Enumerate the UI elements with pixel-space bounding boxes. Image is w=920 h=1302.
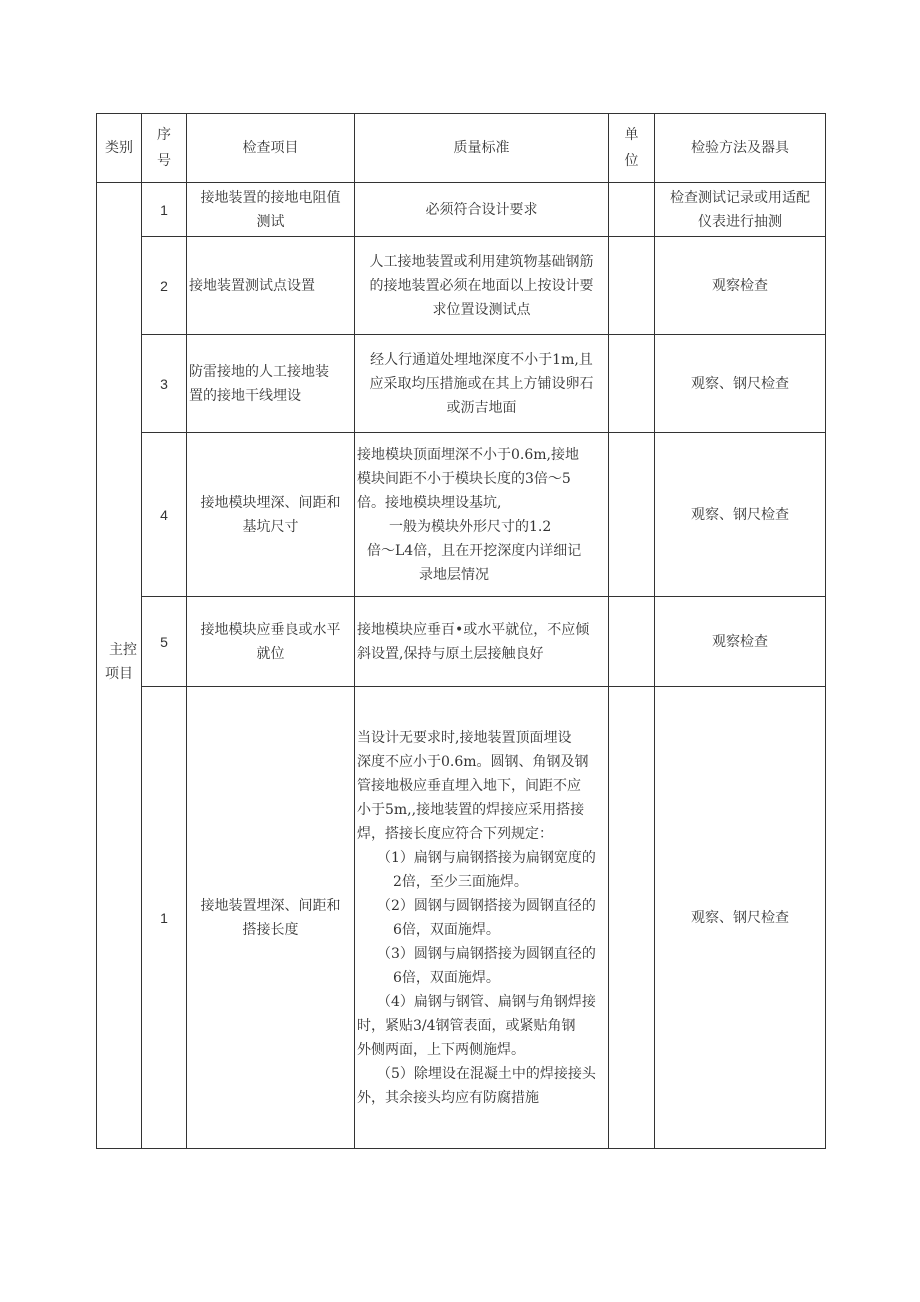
unit-cell <box>609 687 655 1149</box>
item-cell <box>187 433 355 597</box>
unit-cell <box>609 237 655 335</box>
item-line: 接地模块埋深、间距和 <box>200 494 341 511</box>
standard-line: 录地层情况 <box>419 566 489 583</box>
standard-line: 一般为模块外形尺寸的1.2 <box>389 518 552 535</box>
header-row <box>97 114 826 183</box>
method-line: 观察检查 <box>712 277 768 294</box>
standard-line: 经人行通道处埋地深度不小于1m,且 <box>370 351 593 368</box>
header-item: 检查项目 <box>187 114 355 183</box>
item-line: 防雷接地的人工接地装 <box>189 363 329 380</box>
standard-line: （5）除埋设在混凝土中的焊接接头 <box>377 1065 596 1082</box>
standard-line: 接地模块顶面埋深不小于0.6m,接地 <box>357 446 579 463</box>
method-line: 观察、钢尺检查 <box>691 506 789 523</box>
standard-line: 必须符合设计要求 <box>425 201 538 218</box>
table-row <box>97 687 826 1149</box>
unit-cell <box>609 183 655 237</box>
seq-cell: 4 <box>142 433 187 597</box>
unit-cell <box>609 335 655 433</box>
method-line: 检查测试记录或用适配 <box>670 189 810 206</box>
standard-cell <box>355 597 609 687</box>
header-unit <box>609 114 655 183</box>
standard-line: 焊，搭接长度应符合下列规定： <box>357 825 553 842</box>
standard-line: 应采取均压措施或在其上方铺设卵石 <box>369 375 594 392</box>
unit-cell <box>609 433 655 597</box>
standard-cell <box>355 183 609 237</box>
header-method: 检验方法及器具 <box>655 114 826 183</box>
standard-line: 求位置设测试点 <box>432 301 531 318</box>
seq-cell: 1 <box>142 183 187 237</box>
standard-line: 2倍，至少三面施焊。 <box>393 873 528 890</box>
standard-line: 小于5m,,接地装置的焊接应采用搭接 <box>357 801 585 818</box>
header-seq-line1: 序 <box>157 127 171 143</box>
item-line: 置的接地干线埋设 <box>189 387 301 404</box>
method-line: 仪表进行抽测 <box>698 213 782 230</box>
item-line: 接地模块应垂良或水平 <box>200 621 341 638</box>
standard-line: 倍。接地模块埋设基坑, <box>357 494 502 511</box>
header-seq <box>142 114 187 183</box>
table-row <box>97 433 826 597</box>
standard-line: 人工接地装置或利用建筑物基础钢筋 <box>369 253 594 270</box>
standard-line: 时，紧贴3/4钢管表面，或紧贴角钢 <box>357 1017 576 1034</box>
standard-line: 深度不应小于0.6m。圆钢、角钢及钢 <box>357 753 589 770</box>
standard-line: 管接地极应垂直埋入地下，间距不应 <box>357 777 581 794</box>
method-cell <box>655 433 826 597</box>
header-standard: 质量标准 <box>355 114 609 183</box>
table-row <box>97 183 826 237</box>
method-cell <box>655 183 826 237</box>
seq-cell: 3 <box>142 335 187 433</box>
method-cell <box>655 597 826 687</box>
item-line: 测试 <box>256 213 285 230</box>
method-line: 观察、钢尺检查 <box>691 375 789 392</box>
table-row <box>97 237 826 335</box>
standard-line: 的接地装置必须在地面以上按设计要 <box>369 277 594 294</box>
item-line: 基坑尺寸 <box>242 518 299 535</box>
item-line: 接地装置测试点设置 <box>189 277 315 294</box>
standard-line: 或沥吉地面 <box>446 399 517 416</box>
standard-line: 外侧两面，上下两侧施焊。 <box>357 1041 525 1058</box>
standard-line: 6倍，双面施焊。 <box>393 969 500 986</box>
method-cell <box>655 335 826 433</box>
standard-line: 外，其余接头均应有防腐措施 <box>357 1089 539 1106</box>
standard-line: （2）圆钢与圆钢搭接为圆钢直径的 <box>377 897 596 914</box>
item-cell <box>187 183 355 237</box>
standard-cell <box>355 433 609 597</box>
item-cell <box>187 597 355 687</box>
item-line: 接地装置埋深、间距和 <box>200 897 341 914</box>
standard-line: 6倍，双面施焊。 <box>393 921 500 938</box>
inspection-table <box>96 113 826 1149</box>
table-row <box>97 335 826 433</box>
item-cell <box>187 687 355 1149</box>
method-line: 观察、钢尺检查 <box>691 909 789 926</box>
item-cell <box>187 335 355 433</box>
seq-cell: 1 <box>142 687 187 1149</box>
header-seq-line2: 号 <box>157 153 171 169</box>
category-label-line2: 项目 <box>105 666 133 682</box>
method-line: 观察检查 <box>712 633 768 650</box>
unit-cell <box>609 597 655 687</box>
standard-line: （1）扁钢与扁钢搭接为扁钢宽度的 <box>377 849 596 866</box>
standard-line: 倍～L4倍，且在开挖深度内详细记 <box>367 542 582 559</box>
item-line: 就位 <box>256 645 285 662</box>
header-category: 类别 <box>97 114 142 183</box>
standard-line: 模块间距不小于模块长度的3倍～5 <box>357 470 571 487</box>
item-cell <box>187 237 355 335</box>
item-line: 接地装置的接地电阻值 <box>200 189 341 206</box>
standard-cell <box>355 237 609 335</box>
method-cell <box>655 237 826 335</box>
category-cell <box>97 183 142 1149</box>
standard-line: （4）扁钢与钢管、扁钢与角钢焊接 <box>377 993 596 1010</box>
standard-line: （3）圆钢与扁钢搭接为圆钢直径的 <box>377 945 596 962</box>
table-row <box>97 597 826 687</box>
standard-line: 接地模块应垂百•或水平就位，不应倾 <box>357 621 590 638</box>
seq-cell: 5 <box>142 597 187 687</box>
standard-cell <box>355 687 609 1149</box>
seq-cell: 2 <box>142 237 187 335</box>
item-line: 搭接长度 <box>242 921 299 938</box>
method-cell <box>655 687 826 1149</box>
category-label-line1: 主控 <box>109 642 137 658</box>
header-unit-line1: 单 <box>624 127 639 143</box>
standard-line: 斜设置,保持与原土层接触良好 <box>357 645 544 662</box>
standard-line: 当设计无要求时,接地装置顶面埋设 <box>357 729 572 746</box>
standard-cell <box>355 335 609 433</box>
header-unit-line2: 位 <box>624 153 639 169</box>
